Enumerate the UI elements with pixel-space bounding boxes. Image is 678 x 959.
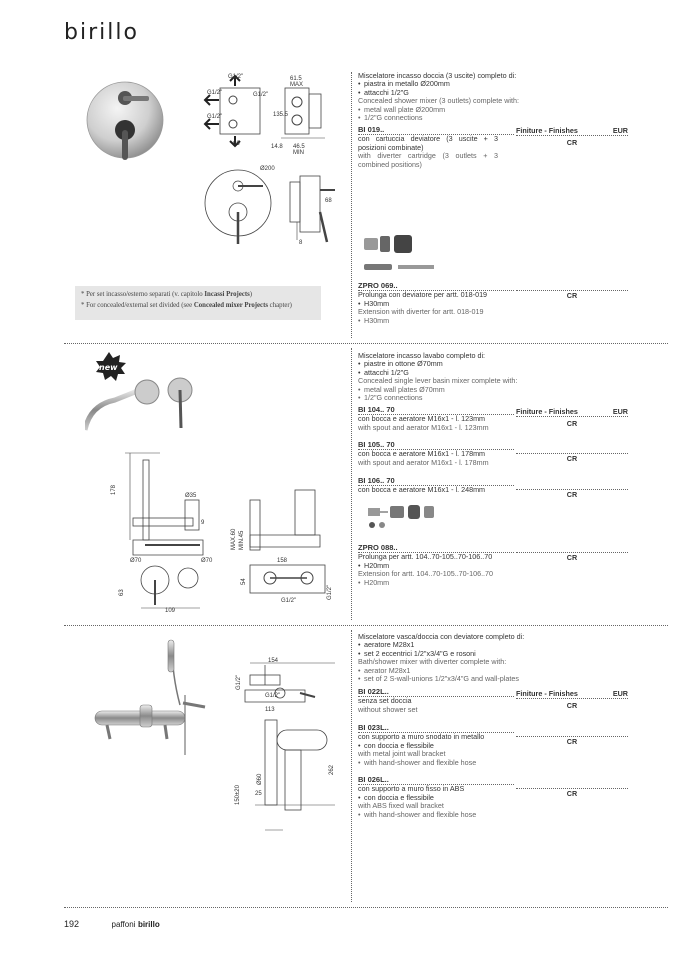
footer-series: birillo [137, 920, 160, 929]
section-divider [64, 625, 668, 626]
bullet: • H20mm [358, 579, 628, 587]
bath-shower-mixer-drawing [85, 635, 347, 900]
product-desc-en: Extension with diverter for artt. 018-019 [358, 307, 484, 317]
section-divider [64, 343, 668, 344]
bullet: • H20mm [358, 562, 628, 570]
description-title-en: Bath/shower mixer with diverter complete with: [358, 657, 507, 667]
dim-label: 262 [329, 764, 335, 775]
shower-mixer-drawing [85, 72, 347, 282]
finish-code: CR [566, 419, 578, 428]
column-divider [351, 72, 352, 338]
dim-label: 150±20 [235, 785, 241, 805]
dim-label: 63 [119, 589, 125, 596]
product-description [358, 72, 628, 122]
product-desc-en: with spout and aerator M16x1 - l. 123mm [358, 422, 489, 432]
product-item [358, 122, 628, 169]
description-title: Miscelatore incasso doccia (3 uscite) completo di: [358, 71, 517, 80]
dim-label: MIN [293, 150, 304, 156]
page-title: birillo [64, 20, 139, 45]
product-code: BI 105.. 70 [358, 441, 514, 450]
note-link-text: Concealed mixer Projects [193, 302, 268, 309]
note-text: * Per set incasso/esterno separati (v. capitolo [81, 291, 205, 298]
product-code: ZPRO 069.. [358, 282, 514, 291]
finish-code: CR [566, 138, 578, 147]
bullet: • H30mm [358, 317, 628, 325]
bullet: • set 2 eccentrici 1/2"x3/4"G e rosoni [358, 650, 628, 658]
column-divider [351, 630, 352, 902]
product-code: ZPRO 088.. [358, 544, 514, 553]
dim-label: 154 [268, 658, 279, 664]
extension-accessory-drawing [360, 234, 470, 274]
dim-label: Ø35 [185, 493, 197, 499]
product-description [358, 352, 628, 402]
basin-mixer-drawing [85, 350, 347, 615]
dim-label: G1/2" [228, 74, 244, 80]
product-desc-en: Extension for artt. 104..70-105..70-106..70 [358, 569, 494, 579]
dim-label: 109 [165, 608, 176, 614]
dim-label: G1/2" [327, 584, 333, 600]
product-desc: con supporto a muro snodato in metallo [358, 732, 485, 742]
bullet: • attacchi 1/2"G [358, 89, 628, 97]
product-desc: senza set doccia [358, 696, 412, 706]
product-description [358, 633, 628, 683]
product-desc: con cartuccia deviatore (3 uscite + 3 posizioni combinate) [358, 134, 498, 152]
dim-label: G1/2" [281, 598, 297, 604]
description-title: Miscelatore vasca/doccia con deviatore completo di: [358, 632, 525, 641]
note-text: ) [249, 291, 253, 298]
product-desc-en: without shower set [358, 704, 418, 714]
finish-code: CR [566, 701, 578, 710]
bullet: • with hand-shower and flexible hose [358, 811, 628, 819]
dim-label: G1/2" [265, 693, 281, 699]
bullet: • with hand-shower and flexible hose [358, 759, 628, 767]
dim-label: MAX.60 [231, 528, 237, 550]
bullet: • 1/2"G connections [358, 114, 628, 122]
dim-label: 61.5 [290, 76, 302, 82]
page-footer [64, 919, 160, 929]
product-desc: con bocca e aeratore M16x1 - l. 248mm [358, 485, 486, 495]
finish-code: CR [516, 552, 628, 562]
section-divider [64, 907, 668, 908]
bullet: • con doccia e flessibile [358, 794, 628, 802]
description-title-en: Concealed single lever basin mixer complete with: [358, 376, 518, 386]
product-code: BI 023L.. [358, 724, 514, 733]
spout-parts-drawing [362, 502, 502, 530]
bullet: • piastre in ottone Ø70mm [358, 360, 628, 368]
note-link-text: Incassi Projects [204, 291, 250, 298]
note-text: chapter) [267, 302, 292, 309]
product-item [358, 684, 628, 714]
dim-label: 54 [241, 578, 247, 585]
dim-label: 113 [265, 707, 275, 713]
dim-label: G1/2" [207, 90, 223, 96]
dim-label: 9 [201, 520, 205, 526]
dim-label: 68 [325, 198, 332, 204]
finishes-label: Finiture - Finishes [516, 407, 578, 416]
dim-label: 135.5 [273, 112, 289, 118]
product-item [358, 402, 628, 432]
bullet: • attacchi 1/2"G [358, 369, 628, 377]
footer-brand: paffoni [111, 920, 136, 929]
dim-label: Ø70 [130, 558, 142, 564]
dim-label: 8 [299, 240, 303, 246]
bullet: • con doccia e flessibile [358, 742, 628, 750]
product-desc-en: with diverter cartridge (3 outlets + 3 combined positions) [358, 151, 498, 169]
note-box [75, 286, 321, 320]
dim-label: G1/2" [207, 114, 223, 120]
product-desc-en: with metal joint wall bracket [358, 749, 446, 759]
bullet: • 1/2"G connections [358, 394, 628, 402]
dim-label: Ø200 [260, 166, 275, 172]
finish-code: CR [516, 736, 628, 746]
product-code: BI 106.. 70 [358, 477, 514, 486]
finish-code: CR [516, 489, 628, 499]
product-item [358, 540, 628, 587]
finish-code: CR [516, 453, 628, 463]
dim-label: 25 [255, 791, 262, 797]
bullet: • metal wall plates Ø70mm [358, 386, 628, 394]
bullet: • aeratore M28x1 [358, 641, 628, 649]
page-number: 192 [64, 919, 80, 929]
product-desc: con bocca e aeratore M16x1 - l. 123mm [358, 414, 486, 424]
dim-label: 178 [111, 484, 117, 495]
product-code: BI 104.. 70 [358, 406, 514, 415]
dim-label: Ø60 [257, 773, 263, 785]
dim-label: 158 [277, 558, 288, 564]
dim-label: Ø70 [201, 558, 213, 564]
new-badge: new [99, 363, 118, 372]
product-desc: con supporto a muro fisso in ABS [358, 784, 465, 794]
product-code: BI 022L.. [358, 688, 514, 697]
finish-code: CR [516, 290, 628, 300]
finish-code: CR [516, 788, 628, 798]
bullet: • piastra in metallo Ø200mm [358, 80, 628, 88]
bullet: • H30mm [358, 300, 628, 308]
bullet: • aerator M28x1 [358, 667, 628, 675]
product-desc: con bocca e aeratore M16x1 - l. 178mm [358, 449, 486, 459]
eur-label: EUR [612, 126, 628, 135]
eur-label: EUR [612, 689, 628, 698]
product-item [358, 278, 628, 325]
bullet: • metal wall plate Ø200mm [358, 106, 628, 114]
product-desc: Prolunga con deviatore per artt. 018-019 [358, 290, 488, 300]
product-desc: Prolunga per artt. 104..70-105..70-106..70 [358, 552, 493, 562]
note-text: * For concealed/external set divided (see [81, 302, 194, 309]
description-title: Miscelatore incasso lavabo completo di: [358, 351, 486, 360]
product-desc-en: with spout and aerator M16x1 - l. 178mm [358, 457, 489, 467]
description-title-en: Concealed shower mixer (3 outlets) complete with: [358, 96, 519, 106]
bullet: • set of 2 S-wall-unions 1/2"x3/4"G and wall-plates [358, 675, 628, 683]
dim-label: G1/2" [236, 674, 242, 690]
dim-label: 14.8 [271, 144, 283, 150]
dim-label: 66 [233, 141, 240, 147]
eur-label: EUR [612, 407, 628, 416]
dim-label: 46.5 [293, 144, 305, 150]
finishes-label: Finiture - Finishes [516, 126, 578, 135]
product-desc-en: with ABS fixed wall bracket [358, 801, 444, 811]
column-divider [351, 348, 352, 620]
product-code: BI 026L.. [358, 776, 514, 785]
dim-label: G1/2" [253, 92, 269, 98]
product-code: BI 019.. [358, 126, 514, 135]
dim-label: MAX [290, 82, 304, 88]
dim-label: MIN.45 [239, 530, 245, 550]
finishes-label: Finiture - Finishes [516, 689, 578, 698]
